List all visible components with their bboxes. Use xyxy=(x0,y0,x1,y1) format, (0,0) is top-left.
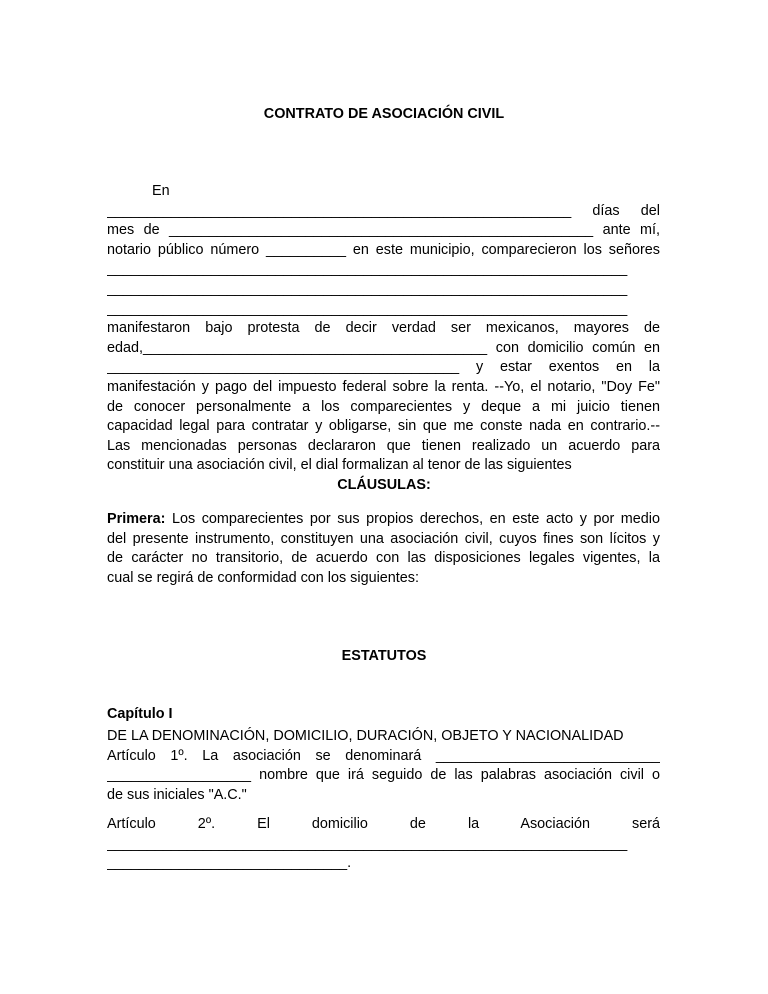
text-line: _________________________________________________________________ xyxy=(107,280,628,297)
capitulo-subtitle: DE LA DENOMINACIÓN, DOMICILIO, DURACIÓN, OBJETO Y NACIONALIDAD xyxy=(107,728,624,744)
text-line: de carácter no transitorio, de acuerdo con las disposiciones legales vigentes, la xyxy=(107,550,660,567)
text-line: mes de _____________________________________________________ ante mí, xyxy=(107,222,660,239)
text-line: _________________________________________________________________ xyxy=(107,835,628,852)
primera-text: Los comparecientes por sus propios derechos, en este acto y por medio xyxy=(165,511,660,527)
document-title: CONTRATO DE ASOCIACIÓN CIVIL xyxy=(263,106,505,122)
intro-paragraph xyxy=(107,182,660,476)
capitulo-body xyxy=(107,727,660,805)
text-line: manifestación y pago del impuesto federal sobre la renta. --Yo, el notario, "Doy Fe" xyxy=(107,378,660,395)
articulo2-paragraph xyxy=(107,815,660,874)
text-line: cual se regirá de conformidad con los siguientes: xyxy=(107,569,419,586)
primera-paragraph xyxy=(107,510,660,588)
text-line: _________________________________________________________________ xyxy=(107,300,628,317)
estatutos-heading: ESTATUTOS xyxy=(341,648,427,664)
text-line: _________________________________________________________________ xyxy=(107,261,628,278)
text-line: de conocer personalmente a los comparecientes y deque a mi juicio tienen xyxy=(107,398,660,415)
text-line: Las mencionadas personas declararon que tienen realizado un acuerdo para xyxy=(107,437,660,454)
text-line: Artículo 2º. El domicilio de la Asociación será xyxy=(107,816,660,832)
text-line: manifestaron bajo protesta de decir verdad ser mexicanos, mayores de xyxy=(107,320,660,337)
text-line: capacidad legal para contratar y obligarse, sin que me conste nada en contrario.-- xyxy=(107,418,660,435)
text-line: __________________ nombre que irá seguido de las palabras asociación civil o xyxy=(107,767,660,784)
text-line: ____________________________________________ y estar exentos en la xyxy=(107,359,660,376)
text-line: Artículo 1º. La asociación se denominará ____________________________ xyxy=(107,747,660,764)
text-line: ______________________________. xyxy=(107,855,352,872)
text-line: edad,___________________________________________ con domicilio común en xyxy=(107,339,660,356)
text-line: constituir una asociación civil, el dial formalizan al tenor de las siguientes xyxy=(107,457,572,474)
text-line: notario público número __________ en este municipio, comparecieron los señores xyxy=(107,241,660,258)
text-line: En xyxy=(152,183,170,199)
text-line xyxy=(107,705,660,725)
primera-label: Primera: xyxy=(107,511,166,527)
text-line: del presente instrumento, constituyen una asociación civil, cuyos fines son lícitos y xyxy=(107,530,660,547)
text-line: __________________________________________________________ días del xyxy=(107,202,660,219)
text-line xyxy=(107,510,660,530)
capitulo-heading: Capítulo I xyxy=(107,706,173,722)
text-line: de sus iniciales "A.C." xyxy=(107,786,247,803)
clausulas-heading: CLÁUSULAS: xyxy=(337,477,431,493)
capitulo-heading-block xyxy=(107,705,660,725)
